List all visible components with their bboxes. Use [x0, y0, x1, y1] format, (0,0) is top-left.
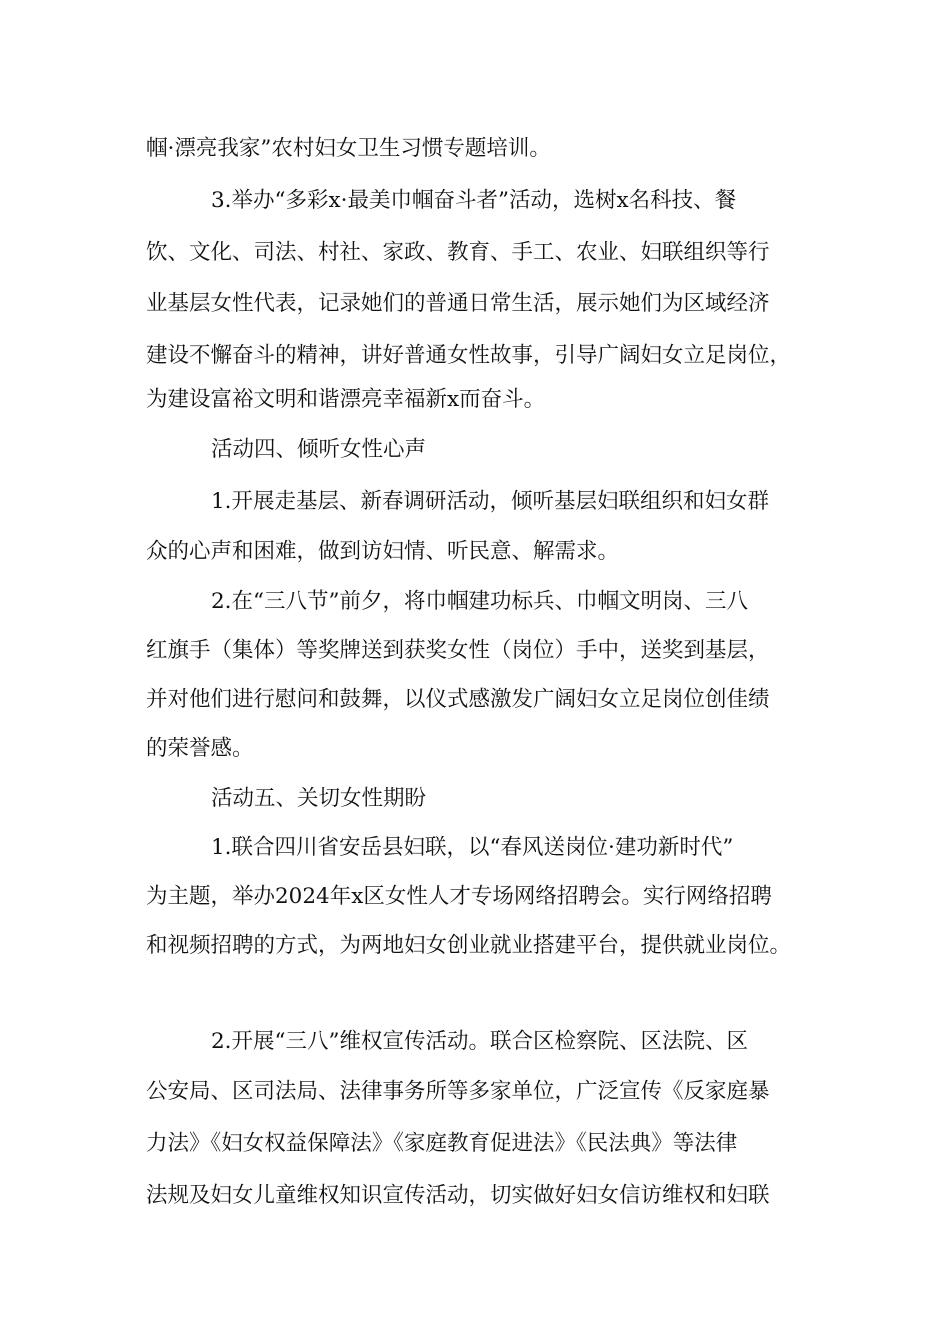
section-heading: 活动四、倾听女性心声	[211, 437, 427, 462]
paragraph-line: 1.开展走基层、新春调研活动，倾听基层妇联组织和妇女群	[211, 489, 770, 514]
paragraph-line: 公安局、区司法局、法律事务所等多家单位，广泛宣传《反家庭暴	[146, 1079, 770, 1104]
paragraph-line: 饮、文化、司法、村社、家政、教育、手工、农业、妇联组织等行	[146, 240, 770, 265]
paragraph-line: 建设不懈奋斗的精神，讲好普通女性故事，引导广阔妇女立足岗位，	[146, 343, 792, 368]
paragraph-line: 1.联合四川省安岳县妇联，以“春风送岗位·建功新时代”	[211, 835, 734, 860]
paragraph-line: 帼·漂亮我家”农村妇女卫生习惯专题培训。	[146, 136, 551, 161]
paragraph-line: 并对他们进行慰问和鼓舞，以仪式感激发广阔妇女立足岗位创佳绩	[146, 687, 770, 712]
paragraph-line: 2.在“三八节”前夕，将巾帼建功标兵、巾帼文明岗、三八	[211, 589, 748, 614]
paragraph-line: 3.举办“多彩x·最美巾帼奋斗者”活动，选树x名科技、餐	[211, 188, 737, 213]
paragraph-line: 力法》《妇女权益保障法》《家庭教育促进法》《民法典》等法律	[146, 1131, 738, 1156]
paragraph-line: 为建设富裕文明和谐漂亮幸福新x而奋斗。	[146, 387, 546, 412]
paragraph-line: 业基层女性代表，记录她们的普通日常生活，展示她们为区域经济	[146, 291, 770, 316]
paragraph-line: 法规及妇女儿童维权知识宣传活动，切实做好妇女信访维权和妇联	[146, 1183, 770, 1208]
section-heading: 活动五、关切女性期盼	[211, 786, 427, 811]
paragraph-line: 和视频招聘的方式，为两地妇女创业就业搭建平台，提供就业岗位。	[146, 933, 792, 958]
paragraph-line: 众的心声和困难，做到访妇情、听民意、解需求。	[146, 539, 620, 564]
paragraph-line: 红旗手（集体）等奖牌送到获奖女性（岗位）手中，送奖到基层，	[146, 638, 770, 663]
paragraph-line: 2.开展“三八”维权宣传活动。联合区检察院、区法院、区	[211, 1029, 748, 1054]
paragraph-line: 的荣誉感。	[146, 736, 254, 761]
paragraph-line: 为主题，举办2024年x区女性人才专场网络招聘会。实行网络招聘	[146, 884, 772, 909]
